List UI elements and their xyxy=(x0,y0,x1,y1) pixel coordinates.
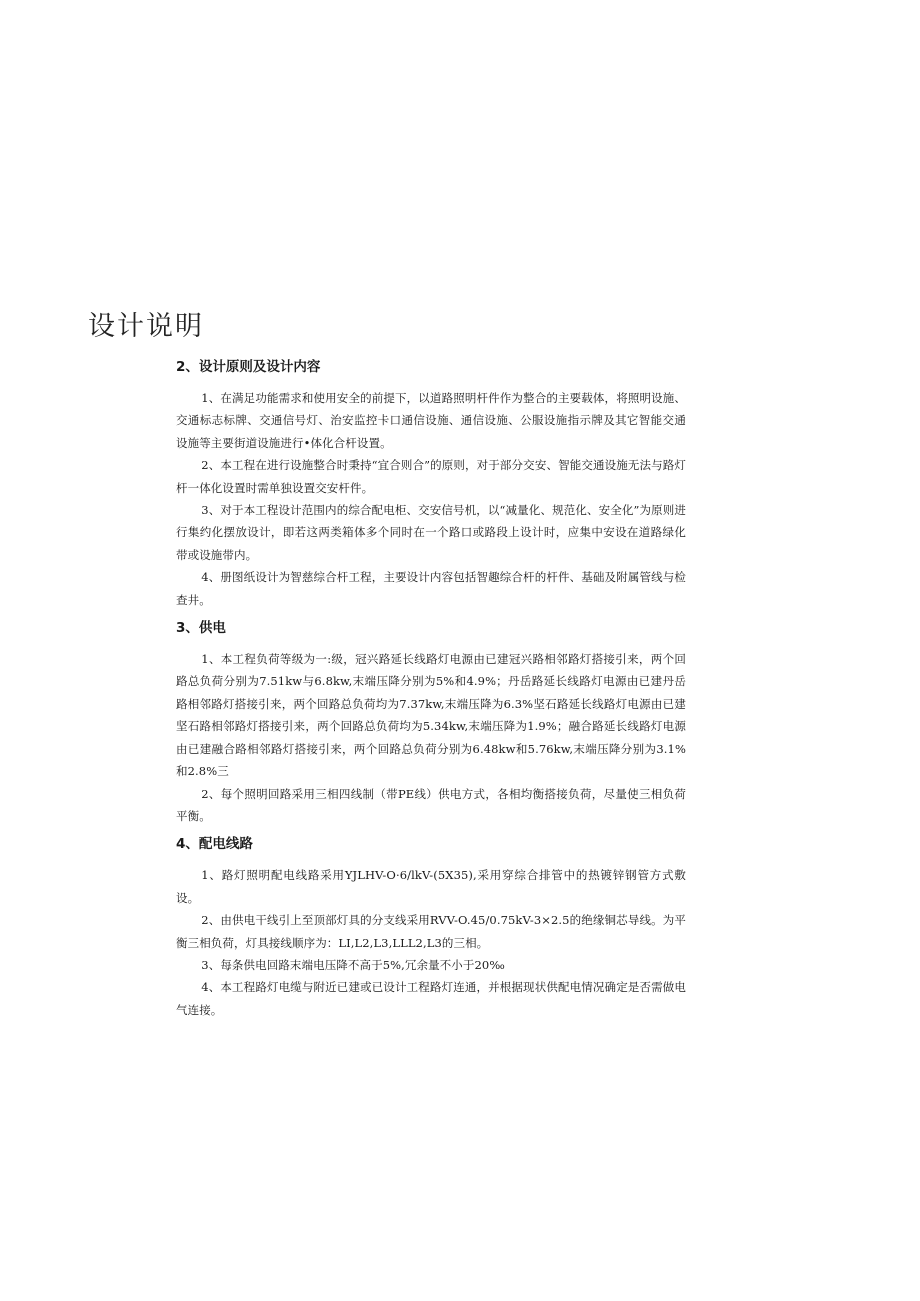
paragraph: 2、每个照明回路采用三相四线制（带PE线）供电方式，各相均衡搭接负荷，尽量使三相负荷平衡。 xyxy=(176,786,686,823)
page-title: 设计说明 xyxy=(88,311,204,342)
section-design-principles xyxy=(176,356,686,611)
section-heading: 2、设计原则及设计内容 xyxy=(176,359,321,375)
paragraph: 3、每条供电回路末端电压降不高于5%,冗余量不小于20‰ xyxy=(201,957,505,972)
section-heading: 3、供电 xyxy=(176,620,226,637)
paragraph: 1、本工程负荷等级为一:级，冠兴路延长线路灯电源由已建冠兴路相邻路灯搭接引来，两个回路总负荷分别为7.51kw与6.8kw,末端压降分别为5%和4.9%；丹岳路延长线路灯电源由已建丹岳路相邻路灯搭接引来，两个回路总负荷均为7.37kw,末端压降为6.3%坚石路延长线路灯电源由已建坚石路相邻路灯搭接引来，两个回路总负荷均为5.34kw,末端压降为1.9%；融合路延长线路灯电源由已建融合路相邻路灯搭接引来，两个回路总负荷分别为6.48kw和5.76kw,末端压降分别为3.1%和2.8%三 xyxy=(176,652,686,779)
document-body xyxy=(176,356,686,1027)
paragraph: 4、本工程路灯电缆与附近已建或已设计工程路灯连通，并根据现状供配电情况确定是否需做电气连接。 xyxy=(176,980,686,1017)
section-heading: 4、配电线路 xyxy=(176,836,253,853)
paragraph: 3、对于本工程设计范围内的综合配电柜、交安信号机，以“减量化、规范化、安全化”为原则进行集约化摆放设计，即若这两类箱体多个同时在一个路口或路段上设计时，应集中安设在道路绿化带或设施带内。 xyxy=(176,503,686,562)
paragraph: 1、在满足功能需求和使用安全的前提下，以道路照明杆件作为整合的主要载体，将照明设施、交通标志标牌、交通信号灯、治安监控卡口通信设施、通信设施、公服设施指示牌及其它智能交通设施等主要街道设施进行•体化合杆设置。 xyxy=(176,391,686,450)
section-distribution-lines xyxy=(176,833,686,1021)
paragraph: 4、册图纸设计为智慈综合杆工程，主要设计内容包括智趣综合杆的杆件、基础及附属管线与检查井。 xyxy=(176,570,686,607)
paragraph: 1、路灯照明配电线路采用YJLHV-O·6∕lkV-(5X35),采用穿综合排管中的热镀锌钢管方式敷设。 xyxy=(176,868,686,905)
paragraph: 2、本工程在进行设施整合时秉持“宜合则合”的原则，对于部分交安、智能交通设施无法与路灯杆一体化设置时需单独设置交安杆件。 xyxy=(176,458,686,495)
paragraph: 2、由供电干线引上至顶部灯具的分支线采用RVV-O.45/0.75kV-3×2.5的绝缘铜芯导线。为平衡三相负荷，灯具接线顺序为：LI,L2,L3,LLL2,L3的三相。 xyxy=(176,913,686,950)
section-power-supply xyxy=(176,617,686,827)
